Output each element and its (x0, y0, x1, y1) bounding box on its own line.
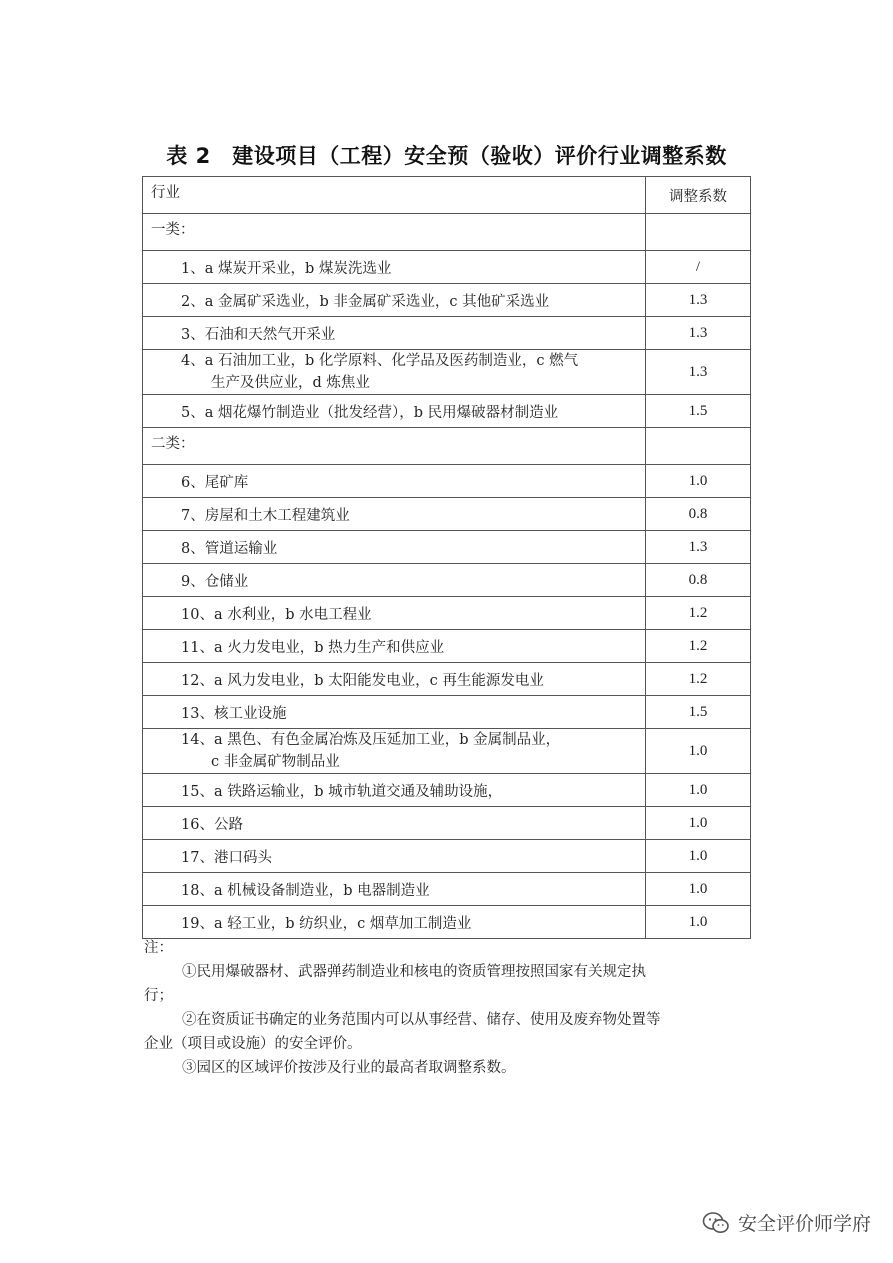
row-name: 2、a 金属矿采选业，b 非金属矿采选业，c 其他矿采选业 (143, 284, 646, 317)
row-value: 0.8 (646, 498, 751, 531)
category-label: 二类： (143, 428, 646, 465)
table-row (143, 774, 751, 807)
wechat-official-account-icon (702, 1211, 730, 1235)
row-value: 1.2 (646, 663, 751, 696)
row-name (143, 729, 646, 774)
row-name: 6、尾矿库 (143, 465, 646, 498)
row-name-line2: c 非金属矿物制品业 (211, 754, 340, 770)
row-value: 1.2 (646, 597, 751, 630)
watermark (702, 1209, 871, 1236)
table-row (143, 350, 751, 395)
row-name: 7、房屋和土木工程建筑业 (143, 498, 646, 531)
row-value: 1.0 (646, 465, 751, 498)
row-name-line1: 4、a 石油加工业，b 化学原料、化学品及医药制造业，c 燃气 (181, 353, 579, 369)
row-value: 1.0 (646, 774, 751, 807)
table-row (143, 840, 751, 873)
row-name-line1: 14、a 黑色、有色金属冶炼及压延加工业，b 金属制品业， (181, 732, 561, 748)
row-name: 16、公路 (143, 807, 646, 840)
category-row-1 (143, 214, 751, 251)
table-row (143, 317, 751, 350)
row-value: 1.0 (646, 906, 751, 939)
table-row (143, 807, 751, 840)
note-3: ③园区的区域评价按涉及行业的最高者取调整系数。 (182, 1060, 516, 1076)
row-name (143, 350, 646, 395)
row-name: 3、石油和天然气开采业 (143, 317, 646, 350)
row-value: 1.2 (646, 630, 751, 663)
table-row (143, 284, 751, 317)
table-row (143, 597, 751, 630)
table-row (143, 696, 751, 729)
table-row (143, 251, 751, 284)
row-name: 12、a 风力发电业，b 太阳能发电业，c 再生能源发电业 (143, 663, 646, 696)
table-title: 表 2 建设项目（工程）安全预（验收）评价行业调整系数 (166, 144, 727, 168)
row-value: / (646, 251, 751, 284)
row-name: 15、a 铁路运输业，b 城市轨道交通及辅助设施， (143, 774, 646, 807)
row-value: 1.3 (646, 284, 751, 317)
table-row (143, 729, 751, 774)
category-label: 一类： (143, 214, 646, 251)
coefficient-table (142, 176, 751, 939)
table-row (143, 906, 751, 939)
note-2-line1: ②在资质证书确定的业务范围内可以从事经营、储存、使用及废弃物处置等 (182, 1012, 661, 1028)
watermark-text: 安全评价师学府 (737, 1213, 871, 1235)
note-1-line1: ①民用爆破器材、武器弹药制造业和核电的资质管理按照国家有关规定执 (182, 964, 646, 980)
row-name: 13、核工业设施 (143, 696, 646, 729)
row-name: 10、a 水利业，b 水电工程业 (143, 597, 646, 630)
row-name: 9、仓储业 (143, 564, 646, 597)
row-name: 17、港口码头 (143, 840, 646, 873)
row-name: 5、a 烟花爆竹制造业（批发经营），b 民用爆破器材制造业 (143, 395, 646, 428)
table-row (143, 663, 751, 696)
row-name: 19、a 轻工业，b 纺织业，c 烟草加工制造业 (143, 906, 646, 939)
note-2-line2: 企业（项目或设施）的安全评价。 (144, 1036, 362, 1052)
row-value: 1.0 (646, 807, 751, 840)
table-header-row (143, 177, 751, 214)
table-row (143, 873, 751, 906)
row-name: 8、管道运输业 (143, 531, 646, 564)
notes-label: 注： (144, 940, 173, 956)
empty-cell (646, 214, 751, 251)
table-row (143, 564, 751, 597)
table-row (143, 498, 751, 531)
note-1-line2: 行； (144, 988, 173, 1004)
row-value: 1.0 (646, 840, 751, 873)
row-value: 1.5 (646, 696, 751, 729)
row-value: 1.0 (646, 729, 751, 774)
row-name-line2: 生产及供应业，d 炼焦业 (211, 375, 370, 391)
notes-section (144, 936, 750, 1080)
row-value: 0.8 (646, 564, 751, 597)
category-row-2 (143, 428, 751, 465)
row-value: 1.0 (646, 873, 751, 906)
row-value: 1.5 (646, 395, 751, 428)
table-row (143, 395, 751, 428)
row-value: 1.3 (646, 317, 751, 350)
row-value: 1.3 (646, 350, 751, 395)
row-name: 18、a 机械设备制造业，b 电器制造业 (143, 873, 646, 906)
row-value: 1.3 (646, 531, 751, 564)
header-industry: 行业 (143, 177, 646, 214)
table-row (143, 531, 751, 564)
header-coefficient: 调整系数 (646, 177, 751, 214)
table-row (143, 630, 751, 663)
empty-cell (646, 428, 751, 465)
row-name: 11、a 火力发电业，b 热力生产和供应业 (143, 630, 646, 663)
row-name: 1、a 煤炭开采业，b 煤炭洗选业 (143, 251, 646, 284)
table-row (143, 465, 751, 498)
